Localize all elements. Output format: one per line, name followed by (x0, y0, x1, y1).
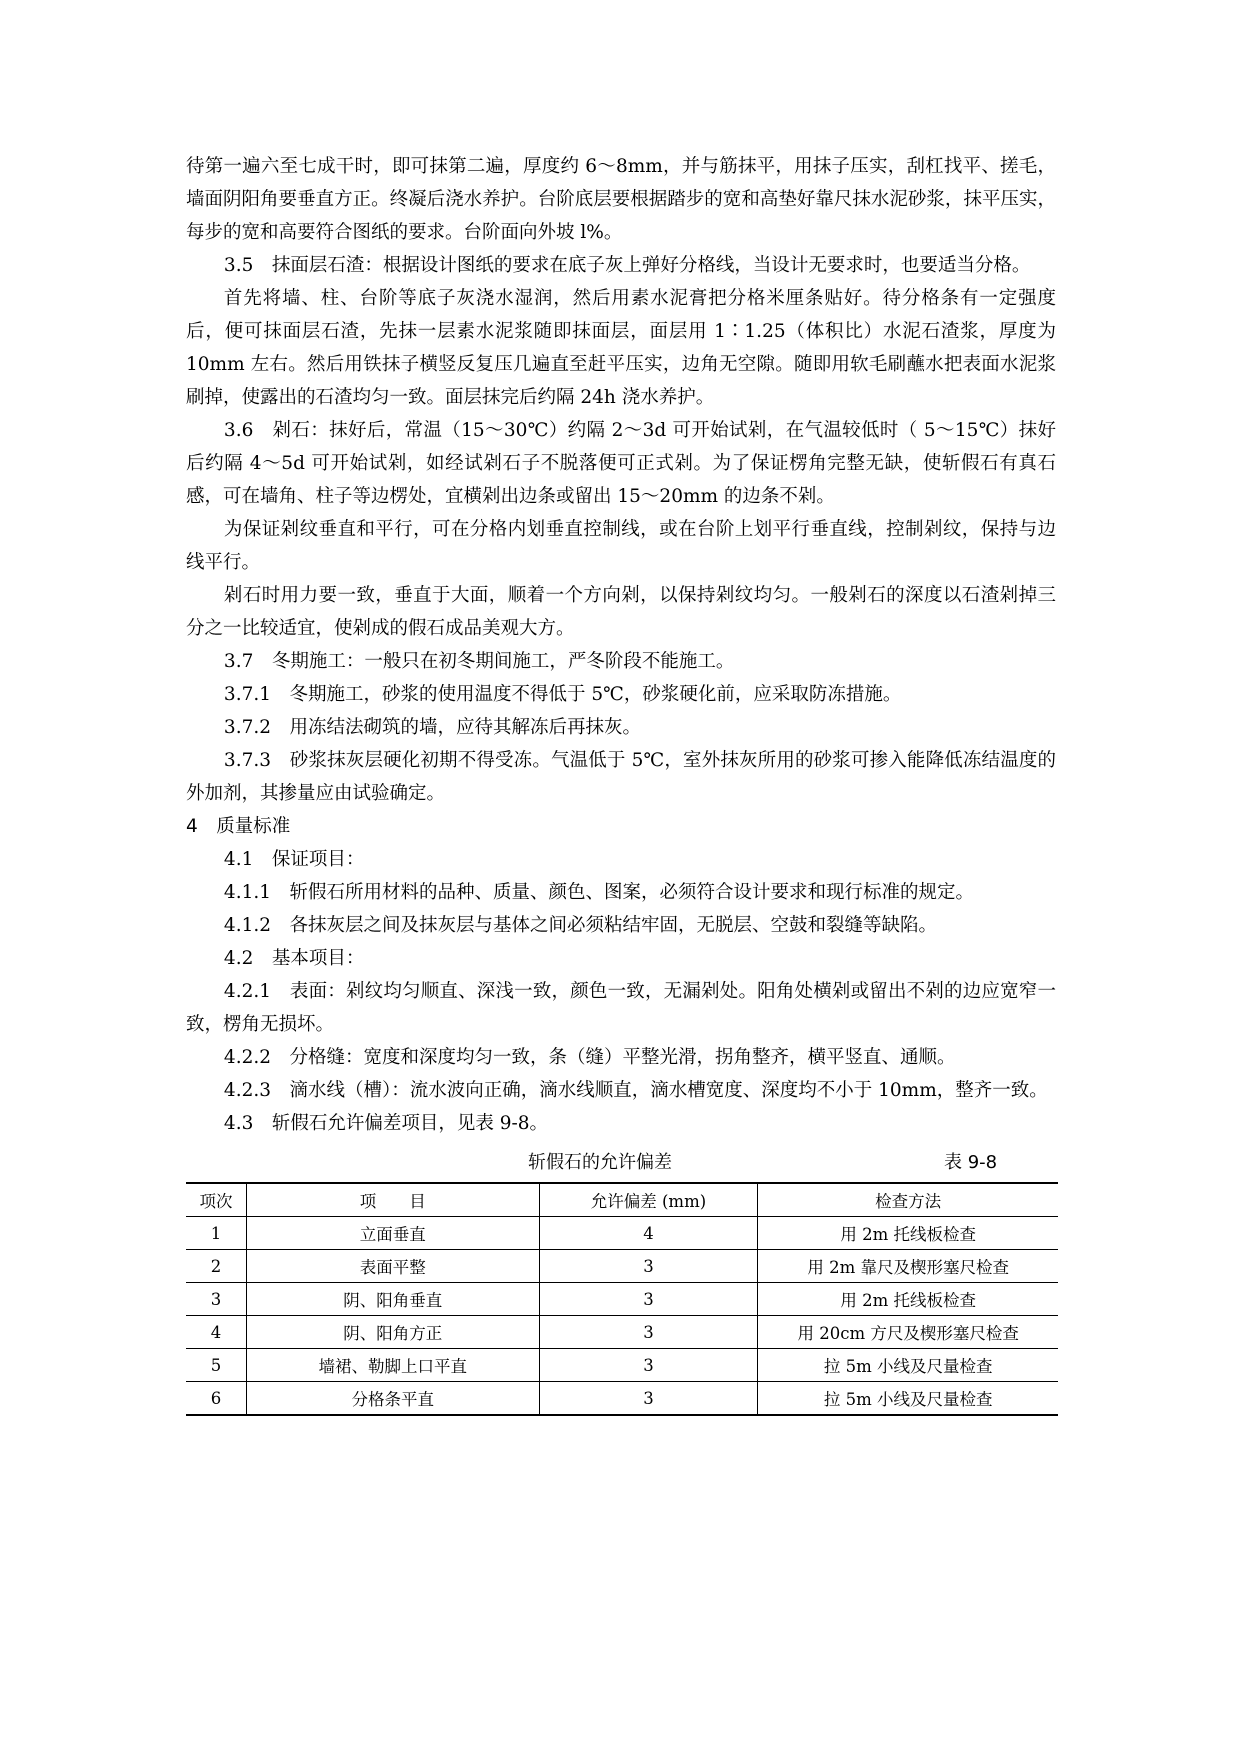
table-cell: 用 2m 托线板检查 (758, 1217, 1058, 1250)
table-cell: 阴、阳角垂直 (246, 1283, 539, 1316)
paragraph: 4.2.2 分格缝：宽度和深度均匀一致，条（缝）平整光滑，拐角整齐，横平竖直、通顺。 (223, 1047, 956, 1068)
table-cell: 用 2m 托线板检查 (758, 1283, 1058, 1316)
table-header-row (186, 1183, 1058, 1217)
table-cell: 3 (539, 1349, 758, 1382)
table-row (186, 1349, 1058, 1382)
paragraph: 4.2.1 表面：剁纹均匀顺直、深浅一致，颜色一致，无漏剁处。阳角处横剁或留出不剁的边应宽窄一致，楞角无损坏。 (186, 981, 1056, 1035)
table-row (186, 1217, 1058, 1250)
paragraph: 首先将墙、柱、台阶等底子灰浇水湿润，然后用素水泥膏把分格米厘条贴好。待分格条有一定强度后，便可抹面层石渣，先抹一层素水泥浆随即抹面层，面层用 1∶1.25（体积比）水泥石渣浆，厚度为 10mm 左右。然后用铁抹子横竖反复压几遍直至赶平压实，边角无空隙。随即用软毛刷蘸水把表面水泥浆刷掉，使露出的石渣均匀一致。面层抹完后约隔 24h 浇水养护。 (186, 288, 1056, 408)
table-cell: 4 (539, 1217, 758, 1250)
table-cell: 4 (186, 1316, 246, 1349)
header-cell: 项 目 (246, 1183, 539, 1217)
paragraph: 3.6 剁石：抹好后，常温（15～30℃）约隔 2～3d 可开始试剁，在气温较低时（ 5～15℃）抹好后约隔 4～5d 可开始试剁，如经试剁石子不脱落便可正式剁。为了保证楞角完整无缺，使斩假石有真石感，可在墙角、柱子等边楞处，宜横剁出边条或留出 15～20mm 的边条不剁。 (186, 420, 1056, 507)
paragraph: 待第一遍六至七成干时，即可抹第二遍，厚度约 6～8mm，并与筋抹平，用抹子压实，刮杠找平、搓毛，墙面阴阳角要垂直方正。终凝后浇水养护。台阶底层要根据踏步的宽和高垫好靠尺抹水泥砂浆，抹平压实，每步的宽和高要符合图纸的要求。台阶面向外坡 l%。 (186, 156, 1056, 243)
paragraph: 4.2 基本项目： (223, 948, 365, 969)
header-cell: 检查方法 (758, 1183, 1058, 1217)
header-cell: 项次 (186, 1183, 246, 1217)
table-caption (186, 1142, 1056, 1182)
table-cell: 表面平整 (246, 1250, 539, 1283)
table-cell: 3 (539, 1382, 758, 1416)
table-title: 斩假石的允许偏差 (528, 1152, 672, 1173)
paragraph: 3.7 冬期施工：一般只在初冬期间施工，严冬阶段不能施工。 (223, 651, 735, 672)
paragraph: 为保证剁纹垂直和平行，可在分格内划垂直控制线，或在台阶上划平行垂直线，控制剁纹，保持与边线平行。 (186, 519, 1056, 573)
table-cell: 3 (539, 1250, 758, 1283)
table-row (186, 1382, 1058, 1416)
paragraph: 3.7.2 用冻结法砌筑的墙，应待其解冻后再抹灰。 (223, 717, 641, 738)
paragraph: 3.5 抹面层石渣：根据设计图纸的要求在底子灰上弹好分格线，当设计无要求时，也要适当分格。 (223, 255, 1031, 276)
table-cell: 3 (539, 1316, 758, 1349)
table-cell: 用 2m 靠尺及楔形塞尺检查 (758, 1250, 1058, 1283)
quality-standard-text (186, 843, 1056, 1140)
body-text (186, 150, 1056, 810)
table-cell: 3 (186, 1283, 246, 1316)
table-cell: 2 (186, 1250, 246, 1283)
table-cell: 拉 5m 小线及尺量检查 (758, 1382, 1058, 1416)
table-cell: 1 (186, 1217, 246, 1250)
paragraph: 4.3 斩假石允许偏差项目，见表 9-8。 (223, 1113, 549, 1134)
document-page (186, 150, 1056, 1416)
table-cell: 分格条平直 (246, 1382, 539, 1416)
table-cell: 3 (539, 1283, 758, 1316)
paragraph: 4.2.3 滴水线（槽）：流水波向正确，滴水线顺直，滴水槽宽度、深度均不小于 10mm，整齐一致。 (223, 1080, 1048, 1101)
table-cell: 用 20cm 方尺及楔形塞尺检查 (758, 1316, 1058, 1349)
paragraph: 3.7.3 砂浆抹灰层硬化初期不得受冻。气温低于 5℃，室外抹灰所用的砂浆可掺入能降低冻结温度的外加剂，其掺量应由试验确定。 (186, 750, 1056, 804)
section-heading: 4 质量标准 (186, 816, 291, 837)
table-row (186, 1250, 1058, 1283)
table-row (186, 1316, 1058, 1349)
paragraph: 剁石时用力要一致，垂直于大面，顺着一个方向剁，以保持剁纹均匀。一般剁石的深度以石渣剁掉三分之一比较适宜，使剁成的假石成品美观大方。 (186, 585, 1056, 639)
paragraph: 4.1.2 各抹灰层之间及抹灰层与基体之间必须粘结牢固，无脱层、空鼓和裂缝等缺陷。 (223, 915, 937, 936)
table-number: 表 9-8 (944, 1152, 998, 1173)
header-cell: 允许偏差 (mm) (539, 1183, 758, 1217)
table-cell: 立面垂直 (246, 1217, 539, 1250)
table-cell: 5 (186, 1349, 246, 1382)
paragraph: 4.1.1 斩假石所用材料的品种、质量、颜色、图案，必须符合设计要求和现行标准的规定。 (223, 882, 974, 903)
table-cell: 阴、阳角方正 (246, 1316, 539, 1349)
table-row (186, 1283, 1058, 1316)
table-cell: 拉 5m 小线及尺量检查 (758, 1349, 1058, 1382)
table-cell: 墙裙、勒脚上口平直 (246, 1349, 539, 1382)
paragraph: 4.1 保证项目： (223, 849, 365, 870)
tolerance-table (186, 1182, 1058, 1416)
paragraph: 3.7.1 冬期施工，砂浆的使用温度不得低于 5℃，砂浆硬化前，应采取防冻措施。 (223, 684, 902, 705)
table-cell: 6 (186, 1382, 246, 1416)
